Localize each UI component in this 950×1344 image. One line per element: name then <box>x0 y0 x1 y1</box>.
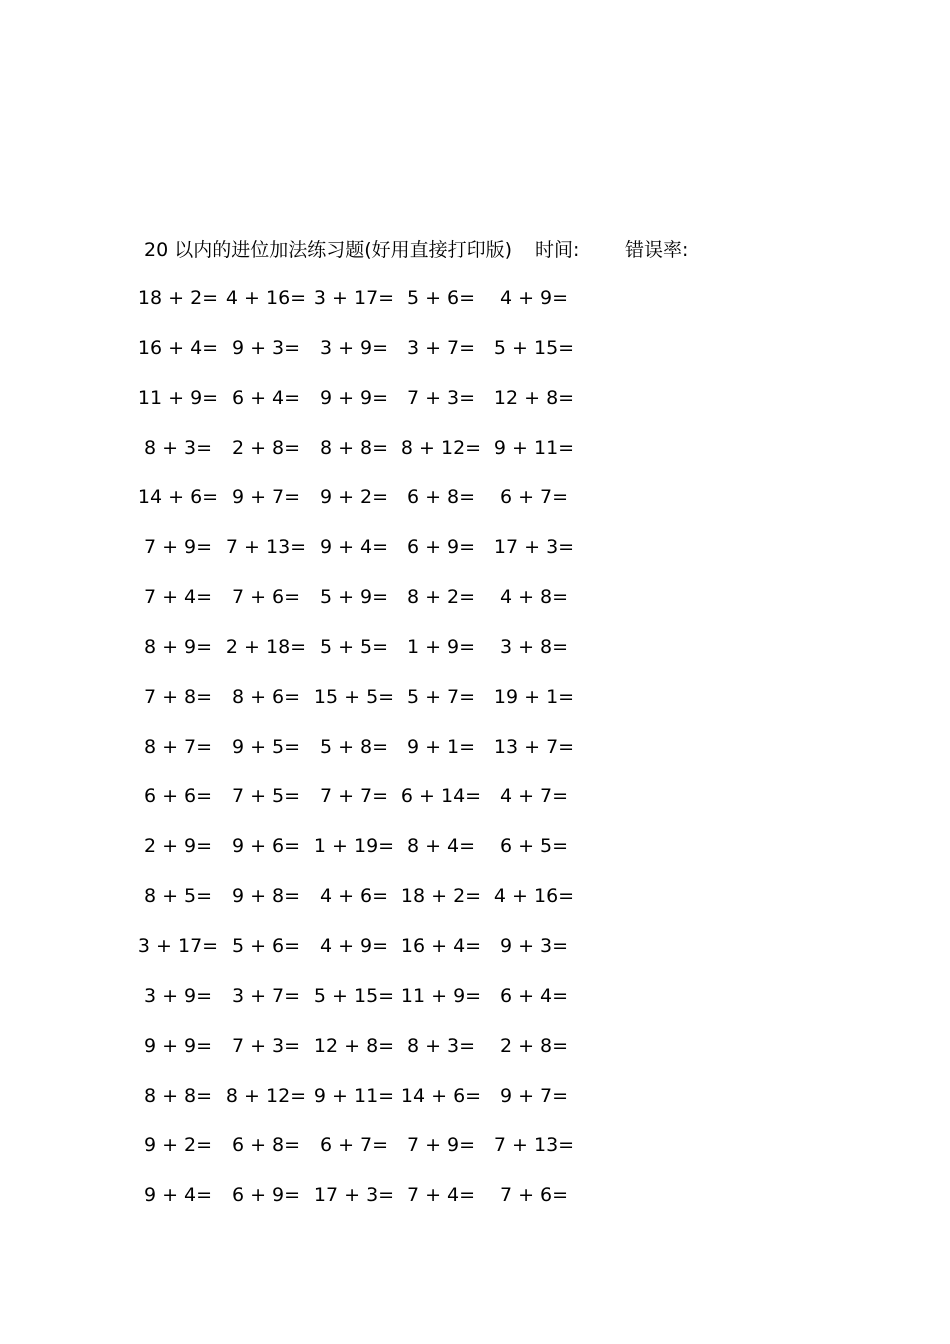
addition-problem: 3 + 7= <box>231 984 301 1007</box>
addition-problem: 3 + 17= <box>137 934 219 957</box>
addition-problem: 9 + 3= <box>499 934 569 957</box>
addition-problem: 5 + 8= <box>319 735 389 758</box>
addition-problem: 2 + 18= <box>225 635 307 658</box>
addition-problem: 15 + 5= <box>313 685 395 708</box>
addition-problem: 9 + 11= <box>313 1084 395 1107</box>
addition-problem: 16 + 4= <box>400 934 482 957</box>
addition-problem: 9 + 11= <box>493 436 575 459</box>
addition-problem: 9 + 7= <box>499 1084 569 1107</box>
problem-row <box>0 1032 950 1082</box>
addition-problem: 7 + 13= <box>225 536 307 559</box>
addition-problem: 6 + 4= <box>231 386 301 409</box>
addition-problem: 7 + 6= <box>231 586 301 609</box>
addition-problem: 19 + 1= <box>493 685 575 708</box>
addition-problem: 12 + 8= <box>493 386 575 409</box>
addition-problem: 1 + 9= <box>406 635 476 658</box>
addition-problem: 5 + 6= <box>231 934 301 957</box>
addition-problem: 7 + 13= <box>493 1134 575 1157</box>
addition-problem: 4 + 9= <box>319 934 389 957</box>
addition-problem: 7 + 9= <box>406 1134 476 1157</box>
addition-problem: 7 + 4= <box>406 1184 476 1207</box>
addition-problem: 9 + 2= <box>319 486 389 509</box>
problem-row <box>0 384 950 434</box>
addition-problem: 4 + 8= <box>499 586 569 609</box>
worksheet-title: 20 以内的进位加法练习题(好用直接打印版) <box>144 239 513 261</box>
addition-problem: 6 + 7= <box>319 1134 389 1157</box>
addition-problem: 2 + 8= <box>231 436 301 459</box>
error-rate-label: 错误率: <box>625 239 689 261</box>
addition-problem: 5 + 5= <box>319 635 389 658</box>
addition-problem: 9 + 3= <box>231 336 301 359</box>
addition-problem: 13 + 7= <box>493 735 575 758</box>
addition-problem: 4 + 16= <box>493 885 575 908</box>
addition-problem: 3 + 7= <box>406 336 476 359</box>
problem-row <box>0 832 950 882</box>
addition-problem: 6 + 4= <box>499 984 569 1007</box>
addition-problem: 7 + 3= <box>231 1034 301 1057</box>
addition-problem: 9 + 4= <box>319 536 389 559</box>
problem-row <box>0 483 950 533</box>
addition-problem: 7 + 7= <box>319 785 389 808</box>
addition-problem: 8 + 3= <box>406 1034 476 1057</box>
addition-problem: 9 + 8= <box>231 885 301 908</box>
addition-problem: 7 + 3= <box>406 386 476 409</box>
addition-problem: 5 + 15= <box>493 336 575 359</box>
problem-row <box>0 733 950 783</box>
addition-problem: 4 + 9= <box>499 287 569 309</box>
addition-problem: 9 + 7= <box>231 486 301 509</box>
addition-problem: 4 + 7= <box>499 785 569 808</box>
addition-problem: 18 + 2= <box>400 885 482 908</box>
addition-problem: 2 + 8= <box>499 1034 569 1057</box>
addition-problem: 6 + 6= <box>143 785 213 808</box>
addition-problem: 5 + 15= <box>313 984 395 1007</box>
addition-problem: 16 + 4= <box>137 336 219 359</box>
addition-problem: 18 + 2= <box>137 287 219 309</box>
problem-row <box>0 982 950 1032</box>
addition-problem: 14 + 6= <box>137 486 219 509</box>
addition-problem: 8 + 5= <box>143 885 213 908</box>
problem-row <box>0 1181 950 1231</box>
addition-problem: 3 + 9= <box>319 336 389 359</box>
addition-problem: 17 + 3= <box>313 1184 395 1207</box>
addition-problem: 1 + 19= <box>313 835 395 858</box>
addition-problem: 7 + 4= <box>143 586 213 609</box>
addition-problem: 9 + 9= <box>143 1034 213 1057</box>
addition-problem: 7 + 5= <box>231 785 301 808</box>
addition-problem: 8 + 8= <box>319 436 389 459</box>
addition-problem: 9 + 6= <box>231 835 301 858</box>
addition-problem: 8 + 9= <box>143 635 213 658</box>
addition-problem: 7 + 9= <box>143 536 213 559</box>
time-label: 时间: <box>535 239 580 261</box>
addition-problem: 9 + 2= <box>143 1134 213 1157</box>
addition-problem: 6 + 8= <box>231 1134 301 1157</box>
problem-row <box>0 1131 950 1181</box>
problem-row <box>0 284 950 334</box>
addition-problem: 7 + 6= <box>499 1184 569 1207</box>
addition-problem: 3 + 17= <box>313 287 395 309</box>
addition-problem: 14 + 6= <box>400 1084 482 1107</box>
problem-row <box>0 683 950 733</box>
problem-row <box>0 583 950 633</box>
addition-problem: 11 + 9= <box>137 386 219 409</box>
addition-problem: 8 + 6= <box>231 685 301 708</box>
addition-problem: 7 + 8= <box>143 685 213 708</box>
addition-problem: 3 + 8= <box>499 635 569 658</box>
problem-row <box>0 932 950 982</box>
addition-problem: 8 + 8= <box>143 1084 213 1107</box>
addition-problem: 9 + 4= <box>143 1184 213 1207</box>
addition-problem: 6 + 8= <box>406 486 476 509</box>
addition-problem: 17 + 3= <box>493 536 575 559</box>
addition-problem: 6 + 7= <box>499 486 569 509</box>
addition-problem: 11 + 9= <box>400 984 482 1007</box>
problem-row <box>0 782 950 832</box>
addition-problem: 6 + 9= <box>406 536 476 559</box>
addition-problem: 3 + 9= <box>143 984 213 1007</box>
worksheet-header <box>144 236 689 264</box>
addition-problem: 2 + 9= <box>143 835 213 858</box>
addition-problem: 8 + 12= <box>400 436 482 459</box>
addition-problem: 4 + 16= <box>225 287 307 309</box>
addition-problem: 8 + 4= <box>406 835 476 858</box>
addition-problem: 8 + 12= <box>225 1084 307 1107</box>
problem-row <box>0 434 950 484</box>
addition-problem: 8 + 7= <box>143 735 213 758</box>
addition-problem: 4 + 6= <box>319 885 389 908</box>
problem-row <box>0 882 950 932</box>
addition-problem: 8 + 3= <box>143 436 213 459</box>
addition-problem: 6 + 5= <box>499 835 569 858</box>
addition-problem: 5 + 9= <box>319 586 389 609</box>
addition-problem: 8 + 2= <box>406 586 476 609</box>
problem-row <box>0 334 950 384</box>
problem-row <box>0 1082 950 1132</box>
problem-row <box>0 533 950 583</box>
addition-problem: 9 + 1= <box>406 735 476 758</box>
addition-problem: 5 + 6= <box>406 287 476 309</box>
addition-problem: 12 + 8= <box>313 1034 395 1057</box>
addition-problem: 9 + 9= <box>319 386 389 409</box>
problem-row <box>0 633 950 683</box>
addition-problem: 6 + 9= <box>231 1184 301 1207</box>
addition-problem: 5 + 7= <box>406 685 476 708</box>
addition-problem: 6 + 14= <box>400 785 482 808</box>
problem-grid <box>0 284 950 1231</box>
addition-problem: 9 + 5= <box>231 735 301 758</box>
